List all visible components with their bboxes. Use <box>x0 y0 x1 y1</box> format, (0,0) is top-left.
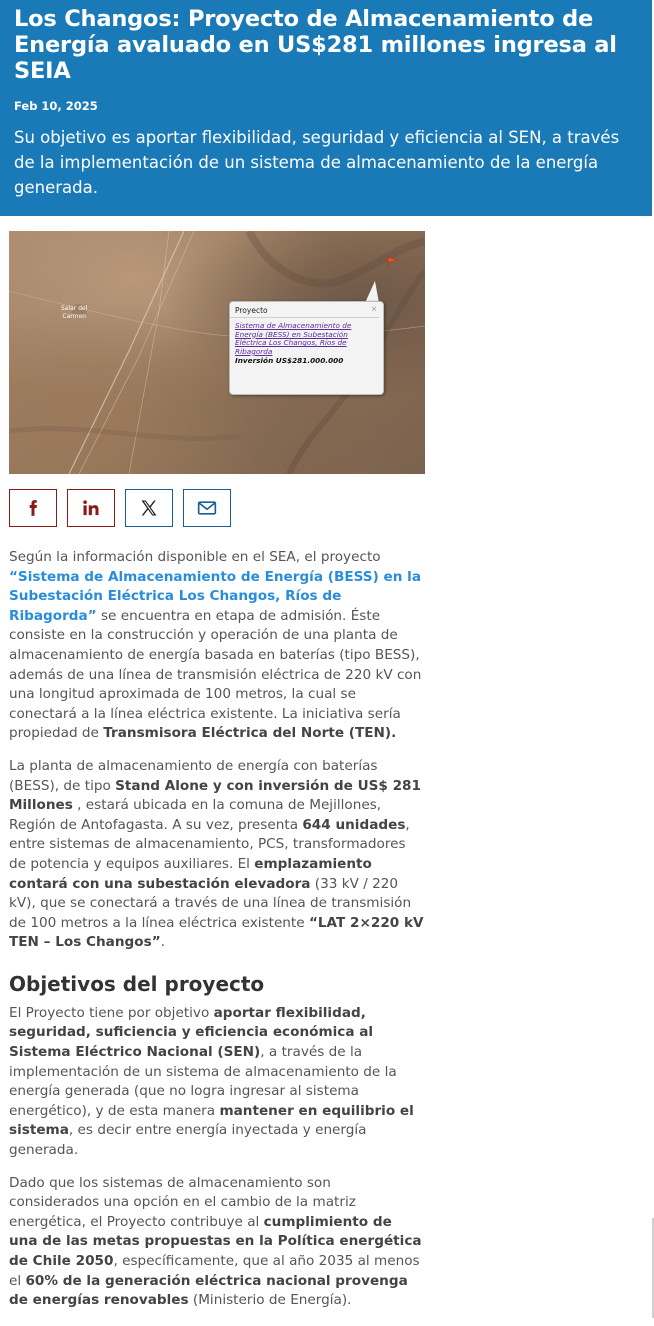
article-subtitle: Su objetivo es aportar flexibilidad, seguridad y eficiencia al SEN, a través de la implementación de un sistema de almacenamiento de la energía generada. <box>14 128 620 197</box>
paragraph-3: El Proyecto tiene por objetivo aportar flexibilidad, seguridad, suficiencia y eficiencia económica al Sistema Eléctrico Nacional (SEN), a través de la implementación de un sistema de almacenamiento de la energía generada (que no logra ingresar al sistema energético), y de esta manera mantener en equilibrio el sistema, es decir entre energía inyectada y energía generada. <box>9 1004 414 1159</box>
popup-close-icon[interactable]: × <box>371 305 377 313</box>
facebook-icon <box>24 499 42 517</box>
share-x-button[interactable] <box>125 489 173 527</box>
envelope-icon <box>197 499 217 517</box>
x-icon <box>140 499 158 517</box>
article-title: Los Changos: Proyecto de Almacenamiento de Energía avaluado en US$281 millones ingresa al SEIA <box>14 6 617 84</box>
popup-project-link[interactable]: Sistema de Almacenamiento de Energía (BESS) en Subestación Eléctrica Los Changos, Ríos de Ribagorda <box>235 321 352 356</box>
project-link[interactable]: “Sistema de Almacenamiento de Energía (BESS) en la Subestación Eléctrica Los Changos, Ríos de Ribagorda” <box>9 568 421 624</box>
share-facebook-button[interactable] <box>9 489 57 527</box>
popup-title: Proyecto × <box>230 302 379 318</box>
share-email-button[interactable] <box>183 489 231 527</box>
section-heading: Objetivos del proyecto <box>9 971 265 996</box>
popup-investment: Inversión US$281.000.000 <box>235 356 344 366</box>
linkedin-icon <box>82 499 100 517</box>
article-body <box>9 548 425 1324</box>
share-linkedin-button[interactable] <box>67 489 115 527</box>
paragraph-1: Según la información disponible en el SEA, el proyecto “Sistema de Almacenamiento de Energía (BESS) en la Subestación Eléctrica Los Changos, Ríos de Ribagorda” se encuentra en etapa de admisión. Éste consiste en la construcción y operación de una planta de almacenamiento de energía basada en baterías (tipo BESS), además de una línea de transmisión eléctrica de 220 kV con una longitud aproximada de 100 metros, la cual se conectará a la línea eléctrica existente. La iniciativa sería propiedad de Transmisora Eléctrica del Norte (TEN). <box>9 549 422 742</box>
paragraph-4: Dado que los sistemas de almacenamiento son considerados una opción en el cambio de la matriz energética, el Proyecto contribuye al cumplimiento de una de las metas propuestas en la Política energética de Chile 2050, específicamente, que al año 2035 al menos el 60% de la generación eléctrica nacional provenga de energías renovables (Ministerio de Energía). <box>9 1174 422 1309</box>
paragraph-2: La planta de almacenamiento de energía con baterías (BESS), de tipo Stand Alone y con inversión de US$ 281 Millones , estará ubicada en la comuna de Mejillones, Región de Antofagasta. A su vez, presenta 644 unidades, entre sistemas de almacenamiento, PCS, transformadores de potencia y equipos auxiliares. El emplazamiento contará con una subestación elevadora (33 kV / 220 kV), que se conectará a través de una línea de transmisión de 100 metros a la línea eléctrica existente “LAT 2×220 kV TEN – Los Changos”. <box>9 757 424 951</box>
map-popup <box>229 301 384 395</box>
popup-tail <box>365 281 379 303</box>
article-date: Feb 10, 2025 <box>14 99 98 113</box>
article-header <box>0 0 652 216</box>
map-place-label: Salar del Carmen <box>61 305 88 320</box>
share-bar <box>9 489 231 527</box>
map-image <box>9 231 425 474</box>
